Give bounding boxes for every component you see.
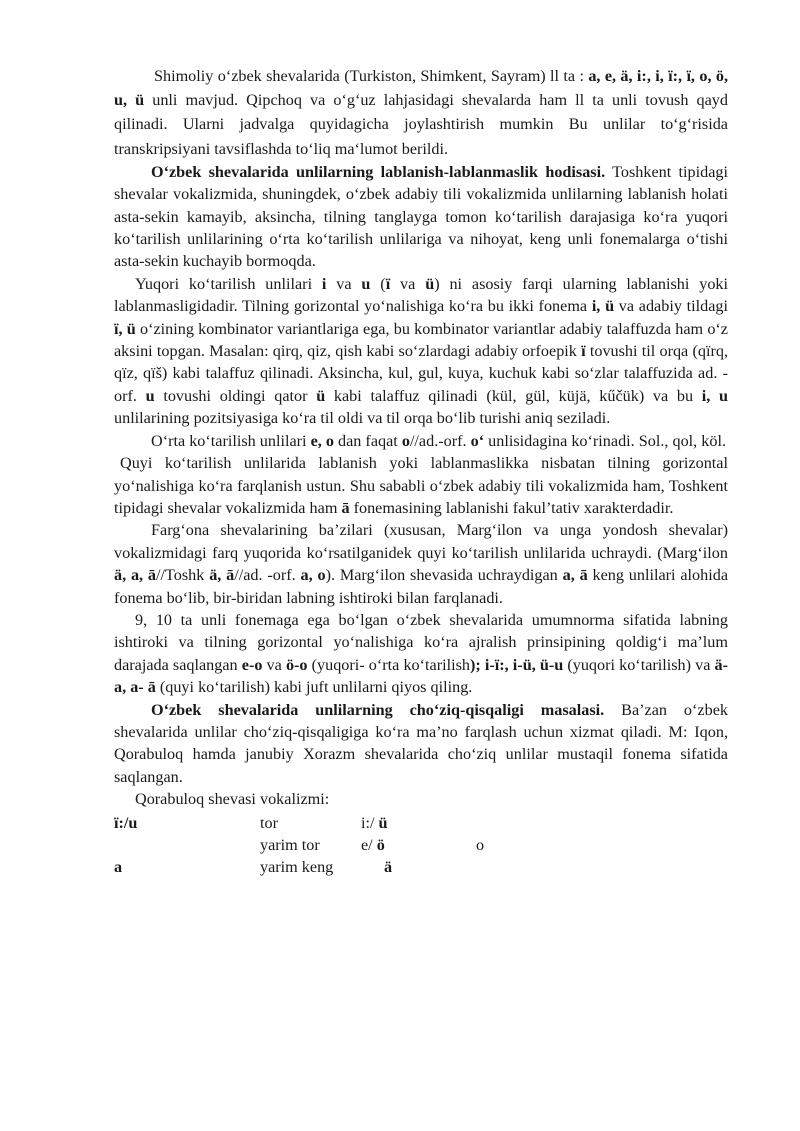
text-run: Toshkent tipidagi shevalar vokalizmida, shuningdek, o‘zbek adabiy tili vokalizmida unlilarning lablanish holati asta-sekin kamayib, aksincha, tilning tanglayga tomon ko‘tarilish darajasiga ko‘ra yuqori ko‘tarilish unlilarining o‘rta ko‘tarilish unlilariga va nihoyat, keng unli fonemalarga o‘tishi asta-sekin kuchayib bormoqda. (114, 162, 728, 271)
text-run: (quyi ko‘tarilish) kabi juft unlilarni qiyos qiling. (155, 678, 473, 697)
text-run: O‘rta ko‘tarilish unlilari (151, 431, 311, 450)
paragraph-vowel-length-heading (114, 699, 728, 789)
text-run: va (390, 274, 426, 293)
text-run: unlisidagina ko‘rinadi. Sol., qol, köl. (484, 431, 727, 450)
text-run: Shimoliy o‘zbek shevalarida (Turkiston, Shimkent, Sayram) ll ta : (154, 67, 589, 85)
text-run: Farg‘ona shevalarining ba’zilari (xususan, Marg‘ilon va unga yondosh shevalar) vokalizmidagi farq yuqorida ko‘rsatilganidek quyi ko‘tarilish unlilarida uchraydi. (Marg‘ilon (114, 521, 728, 562)
bold-run: ä, a, ā (114, 566, 157, 585)
text-run: o‘zining kombinator variantlariga ega, bu kombinator variantlar adabiy talaffuzda ham o‘z aksini topgan. Masalan: qirq, qiz, qish kabi so‘zlardagi adabiy orfoepik (114, 319, 728, 361)
text-run: tovushi til orqa (qïrq, qïz, qïš) kabi talaffuz qilinadi. Aksincha, kul, gul, kuya, kuchuk kabi so‘zlar talaffuzida ad. -orf. (114, 342, 728, 405)
bold-run: ü (425, 274, 435, 293)
text-run: tovushi oldingi qator (154, 386, 317, 405)
bold-run: ); i-ï:, i-ü, ü-u (469, 655, 564, 674)
text-run: ). Marg‘ilon shevasida uchraydigan (325, 566, 563, 585)
text-run: ) ni asosiy farqi ularning lablanishi yoki lablanmasligidadir. Tilning gorizontal yo‘nalishiga ko‘ra bu ikki fonema (114, 274, 729, 316)
vowel-row-label: yarim tor (260, 835, 320, 854)
vowel-row-back: ï:/u (114, 813, 138, 832)
bold-run: o‘ (470, 431, 485, 450)
paragraph-vowel-pairs (114, 609, 728, 699)
bold-run: ä-a, a- ā (114, 655, 729, 697)
vowel-row-back: o (476, 835, 485, 854)
vowel-front-plain: i:/ (361, 813, 379, 832)
text-run: //Toshk (156, 566, 210, 585)
text-run: va (326, 274, 362, 293)
bold-run: i (321, 274, 327, 293)
paragraph-high-vowels (114, 273, 728, 430)
bold-run: ï (385, 274, 391, 293)
bold-run: u (361, 274, 371, 293)
text-run: unlilarining pozitsiyasiga ko‘ra til oldi va til orqa bo‘lib turishi aniq seziladi. (114, 409, 611, 428)
text-run: 9, 10 ta unli fonemaga ega bo‘lgan o‘zbek shevalarida umumnorma sifatida labning ishtiroki va tilning gorizontal yo‘nalishiga ko‘ra ajralish prinsipining qoldig‘i ma’lum darajada saqlangan (114, 610, 728, 674)
text-run: kabi talaffuz qilinadi (kül, gül, küjä, kűčük) va bu (325, 386, 702, 405)
paragraph-low-vowels (114, 452, 728, 519)
bold-run: a, e, ä, i:, i, ï:, ï, o, ö, u, ü (114, 67, 728, 110)
text-run: //ad. -orf. (234, 566, 301, 585)
text-run: keng unlilari alohida fonema bo‘lib, bir-biridan labning ishtiroki bilan farqlanadi. (114, 566, 729, 607)
paragraph-northern-dialects (114, 64, 728, 161)
bold-run: a, o (300, 566, 326, 585)
bold-run: ö-o (285, 655, 308, 674)
paragraph-labialization-heading (114, 161, 728, 273)
section-heading: O‘zbek shevalarida unlilarning lablanish-lablanmaslik hodisasi. (151, 162, 606, 181)
bold-run: u (145, 386, 155, 405)
vowel-row-front (384, 856, 392, 878)
text-run: Ba’zan o‘zbek shevalarida unlilar cho‘ziq-qisqaligiga ko‘ra ma’no farqlash uchun xizmat qiladi. M: Iqon, Qorabuloq hamda janubiy Xorazm shevalarida cho‘ziq unlilar mustaqil fonema sifatida saqlangan. (114, 700, 728, 786)
paragraph-fergana-dialects (114, 519, 728, 609)
text-run: fonemasining lablanishi fakul’tativ xarakterdadir. (349, 498, 674, 517)
text-run: va adabiy tildagi (614, 297, 728, 316)
text-run: (yuqori- o‘rta ko‘tarilish (307, 655, 470, 674)
vowel-front-bold: ü (378, 813, 388, 832)
text-run: unli mavjud. Qipchoq va o‘g‘uz lahjasidagi shevalarda ham ll ta unli tovush qayd qilinadi. Ularni jadvalga quyidagicha joylashtirish mumkin Bu unlilar to‘g‘risida transkripsiyani tavsiflashda to‘liq ma‘lumot berildi. (114, 91, 728, 158)
vowel-table-row (114, 812, 728, 834)
text-run: dan faqat (333, 431, 402, 450)
bold-run: ï (581, 342, 586, 361)
vowel-table-row (114, 834, 728, 856)
bold-run: a, ā (562, 566, 588, 585)
vowel-row-front (361, 812, 388, 834)
text-run: Quyi ko‘tarilish unlilarida lablanish yoki lablanmaslikka nisbatan tilning gorizontal yo‘nalishiga ko‘ra farqlanish ustun. Shu sababli o‘zbek adabiy tili vokalizmida ham, Toshkent tipidagi shevalar vokalizmida ham (114, 454, 728, 517)
text-run: Yuqori ko‘tarilish unlilari (135, 274, 322, 293)
bold-run: o (401, 431, 410, 450)
bold-run: i, u (701, 386, 729, 405)
bold-run: ä, ā (209, 566, 235, 585)
bold-run: ï, ü (114, 319, 136, 338)
bold-run: i, ü (591, 297, 615, 316)
text-run: Qorabuloq shevasi vokalizmi: (135, 790, 330, 809)
vowel-front-plain: e/ (361, 835, 377, 854)
vowel-row-front (361, 834, 385, 856)
section-heading: O‘zbek shevalarida unlilarning cho‘ziq-qisqaligi masalasi. (151, 700, 605, 719)
text-run: va (262, 655, 286, 674)
text-run: ( (370, 274, 386, 293)
bold-run: e, o (310, 431, 334, 450)
vowel-table (114, 812, 728, 878)
paragraph-qorabuloq-caption (114, 788, 728, 810)
vowel-row-label: tor (260, 813, 278, 832)
bold-run: e-o (241, 655, 263, 674)
vowel-front-bold: ä (384, 857, 393, 876)
vowel-row-label: yarim keng (260, 857, 334, 876)
text-run: //ad.-orf. (409, 431, 471, 450)
bold-run: ü (316, 386, 326, 405)
document-page (114, 64, 728, 878)
vowel-row-back: a (114, 857, 123, 876)
vowel-table-row (114, 856, 728, 878)
text-run: (yuqori ko‘tarilish) va (563, 655, 715, 674)
bold-run: ā (341, 498, 350, 517)
vowel-front-bold: ö (376, 835, 385, 854)
paragraph-mid-vowels (114, 430, 728, 452)
